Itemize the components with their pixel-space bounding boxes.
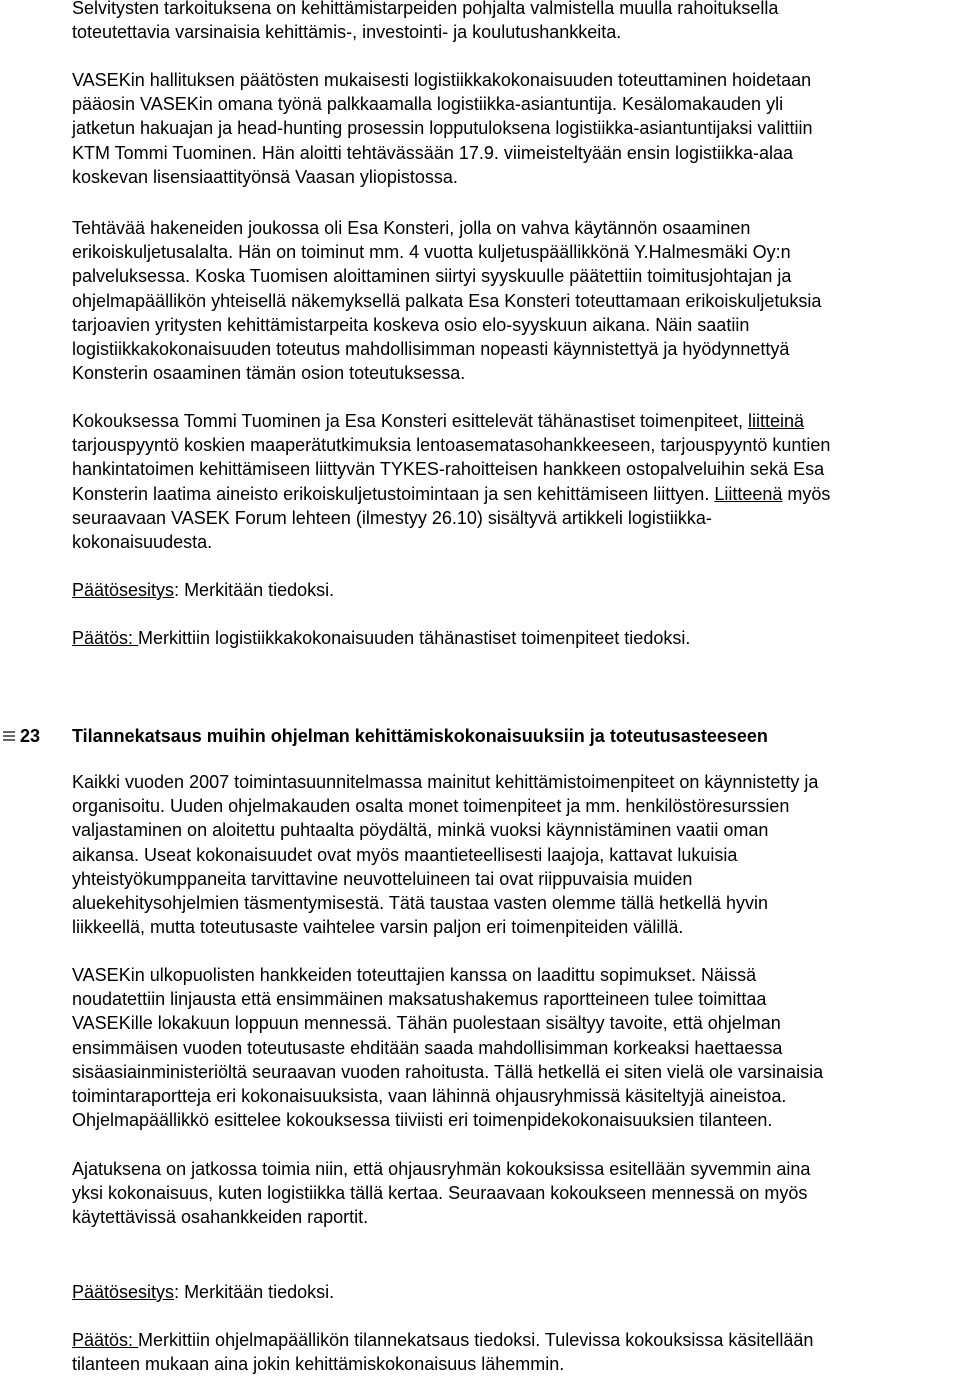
text-line: toteutettavia varsinaisia kehittämis-, investointi- ja koulutushankkeita. xyxy=(72,22,622,43)
paragraph-kaikki-vuoden xyxy=(72,770,952,939)
paragraph-kokouksessa xyxy=(72,409,952,554)
text-segment: Kokouksessa Tommi Tuominen ja Esa Konsteri esittelevät tähänastiset toimenpiteet, xyxy=(72,411,749,431)
text-line xyxy=(72,1328,952,1352)
decision-text: Merkittiin logistiikkakokonaisuuden tähänastiset toimenpiteet tiedoksi. xyxy=(138,628,691,648)
text-line: Ohjelmapäällikkö esittelee kokouksessa tiiviisti eri toimenpidekokonaisuuksien tilanteen. xyxy=(72,1110,773,1131)
text-line: VASEKille lokakuun loppuun mennessä. Tähän puolestaan sisältyy tavoite, että ohjelman xyxy=(72,1013,781,1034)
text-line: tarjoavien yritysten kehittämistarpeita koskeva osio elo-syyskuun aikana. Näin saatiin xyxy=(72,314,750,335)
text-line: Konsterin osaaminen tämän osion toteutuksessa. xyxy=(72,363,466,384)
decision-text: Merkittiin ohjelmapäällikön tilannekatsaus tiedoksi. Tulevissa kokouksissa käsitellään xyxy=(138,1330,814,1350)
decision xyxy=(72,626,952,650)
paragraph-selvitysten xyxy=(72,0,952,44)
text-line: jatketun hakuajan ja head-hunting prosessin lopputuloksena logistiikka-asiantuntijaksi valittiin xyxy=(72,118,813,139)
proposal-label: Päätösesitys xyxy=(72,1282,175,1302)
paragraph-tehtavaa xyxy=(72,216,952,385)
proposal-text: : Merkitään tiedoksi. xyxy=(174,1282,335,1302)
text-line: sisäasiainministeriöltä seuraavan vuoden rahoitusta. Tällä hetkellä ei siten vielä ole varsinaisia xyxy=(72,1061,824,1082)
decision-label: Päätös: xyxy=(72,1330,139,1350)
text-line: valjastaminen on aloitettu puhtaalta pöydältä, minkä vuoksi käynnistäminen vaatii oman xyxy=(72,820,769,841)
text-segment: Konsterin laatima aineisto erikoiskuljetustoimintaan ja sen kehittämiseen liittyen. xyxy=(72,483,715,504)
text-line: koskevan lisensiaattityönsä Vaasan yliopistossa. xyxy=(72,166,458,187)
text-line: Tehtävää hakeneiden joukossa oli Esa Konsteri, jolla on vahva käytännön osaaminen xyxy=(72,218,751,238)
section-number: 23 xyxy=(20,726,41,746)
text-line xyxy=(72,409,952,433)
text-line: noudatettiin linjausta että ensimmäinen maksatushakemus raportteineen tulee toimittaa xyxy=(72,989,767,1010)
text-line: kokonaisuudesta. xyxy=(72,531,213,552)
attachments-link[interactable]: liitteinä xyxy=(748,411,805,431)
text-line: käytettävissä osahankkeiden raportit. xyxy=(72,1207,369,1228)
decision-proposal xyxy=(72,1280,952,1304)
text-segment: myös xyxy=(782,483,831,504)
text-line: aikansa. Useat kokonaisuudet ovat myös maantieteellisesti laajoja, kattavat lukuisia xyxy=(72,844,738,865)
text-line: ensimmäisen vuoden toteutusaste ehditään saada mahdollisimman korkeaksi haettaessa xyxy=(72,1037,783,1058)
text-line: palveluksessa. Koska Tuomisen aloittaminen siirtyi syyskuulle päätettiin toimitusjohtajan ja xyxy=(72,266,792,287)
text-line xyxy=(72,1280,952,1304)
proposal-label: Päätösesitys xyxy=(72,580,175,600)
text-line xyxy=(72,578,952,602)
section-heading xyxy=(0,722,960,750)
paragraph-vasek-hallitus xyxy=(72,68,952,189)
text-line: tarjouspyyntö koskien maaperätutkimuksia lentoasematasohankkeeseen, tarjouspyyntö kuntien xyxy=(72,435,831,456)
text-line: logistiikkakokonaisuuden toteutus mahdollisimman nopeasti käynnistettyä ja hyödynnettyä xyxy=(72,338,790,359)
proposal-text: : Merkitään tiedoksi. xyxy=(174,580,335,600)
attachment-link[interactable]: Liitteenä xyxy=(714,483,783,504)
text-line: aluekehitysohjelmien täsmentymisestä. Tätä taustaa vasten olemme tällä hetkellä hyvin xyxy=(72,892,769,913)
text-line: organisoitu. Uuden ohjelmakauden osalta monet toimenpiteet ja mm. henkilöstöresurssien xyxy=(72,796,790,817)
paragraph-ajatuksena xyxy=(72,1157,952,1230)
paragraph-vasekin-ulkopuolisten xyxy=(72,963,952,1132)
text-line: seuraavaan VASEK Forum lehteen (ilmestyy 26.10) sisältyvä artikkeli logistiikka- xyxy=(72,507,712,528)
text-line: Selvitysten tarkoituksena on kehittämistarpeiden pohjalta valmistella muulla rahoituksella xyxy=(72,0,779,18)
text-line: ohjelmapäällikön yhteisellä näkemyksellä palkata Esa Konsteri toteuttamaan erikoiskuljetuksia xyxy=(72,290,822,311)
text-line: yksi kokonaisuus, kuten logistiikka tällä kertaa. Seuraavaan kokoukseen mennessä on myös xyxy=(72,1183,808,1204)
text-line xyxy=(72,482,952,506)
text-line xyxy=(72,626,952,650)
text-line: VASEKin ulkopuolisten hankkeiden toteuttajien kanssa on laadittu sopimukset. Näissä xyxy=(72,965,757,985)
text-line: hankintatoimen kehittämiseen liittyvän TYKES-rahoitteisen hankkeen ostopalveluihin sekä Esa xyxy=(72,459,825,480)
section-title: Tilannekatsaus muihin ohjelman kehittämiskokonaisuuksiin ja toteutusasteeseen xyxy=(72,726,768,746)
text-line: pääosin VASEKin omana työnä palkkaamalla logistiikka-asiantuntija. Kesälomakauden yli xyxy=(72,94,784,115)
text-line: Kaikki vuoden 2007 toimintasuunnitelmassa mainitut kehittämistoimenpiteet on käynnistetty ja xyxy=(72,772,819,792)
decision-label: Päätös: xyxy=(72,628,139,648)
text-line: toimintaraportteja eri kokonaisuuksista, vaan lähinnä ohjausryhmissä käsiteltyjä aineistoa. xyxy=(72,1085,787,1106)
decision-proposal xyxy=(72,578,952,602)
text-line: Ajatuksena on jatkossa toimia niin, että ohjausryhmän kokouksissa esitellään syvemmin aina xyxy=(72,1159,811,1179)
text-line: KTM Tommi Tuominen. Hän aloitti tehtävässään 17.9. viimeisteltyään ensin logistiikka-alaa xyxy=(72,142,794,163)
text-line: liikkeellä, mutta toteutusaste vaihtelee varsin paljon eri toimenpiteiden välillä. xyxy=(72,917,684,938)
text-line: tilanteen mukaan aina jokin kehittämiskokonaisuus lähemmin. xyxy=(72,1354,565,1375)
text-line: yhteistyökumppaneita tarvittavine neuvotteluineen tai ovat riippuvaisia muiden xyxy=(72,868,693,889)
text-line: erikoiskuljetusalalta. Hän on toiminut mm. 4 vuotta kuljetuspäällikkönä Y.Halmesmäki Oy:n xyxy=(72,242,791,263)
decision xyxy=(72,1328,952,1376)
text-line: VASEKin hallituksen päätösten mukaisesti logistiikkakokonaisuuden toteuttaminen hoidetaan xyxy=(72,70,812,90)
